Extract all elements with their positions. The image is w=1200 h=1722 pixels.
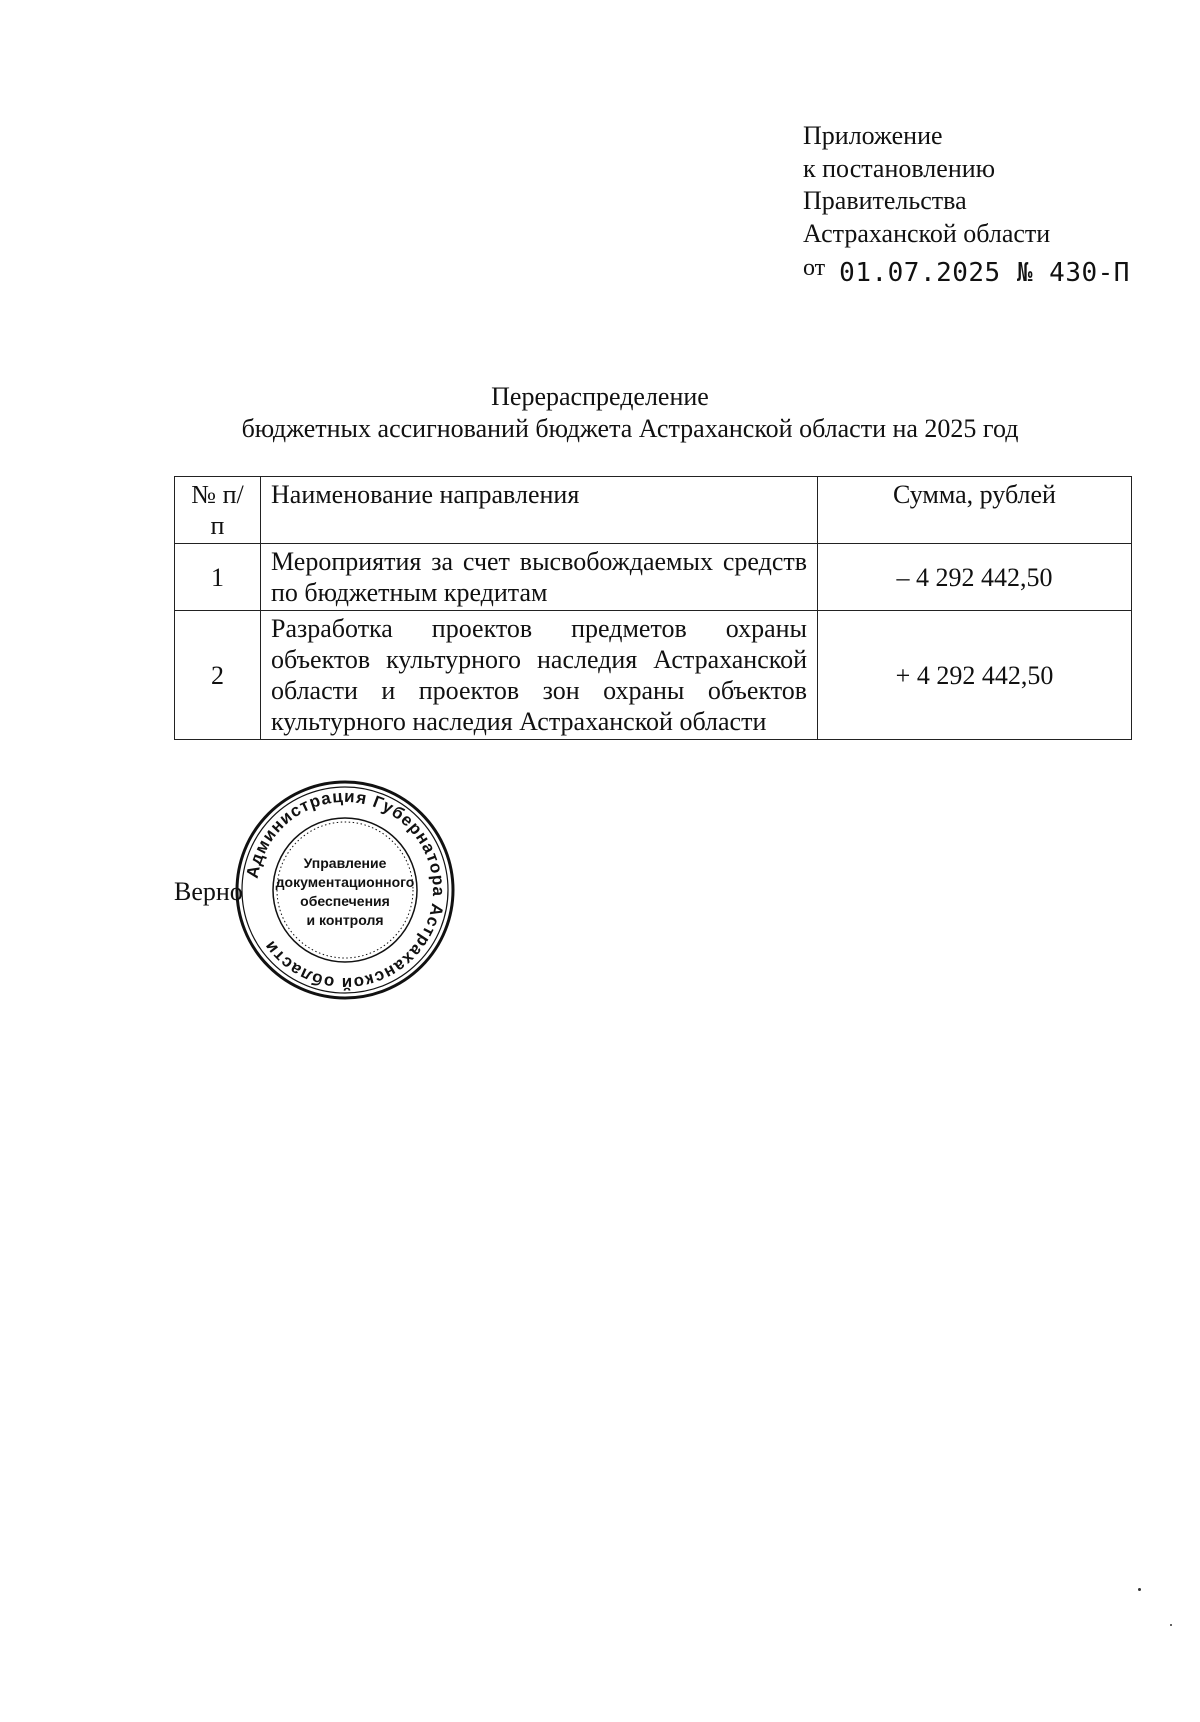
scan-speck [1138,1588,1141,1591]
seal-center-line: и контроля [306,912,384,928]
table-header-row [175,477,1132,544]
header-name: Наименование направления [261,477,818,544]
header-num: № п/п [175,477,261,544]
date-number: 01.07.2025 № 430-П [839,258,1130,288]
title-line-1: Перераспределение [491,382,709,411]
document-title [0,381,1200,445]
scan-speck [1170,1624,1172,1626]
seal-ring-text: Администрация Губернатора Астраханской области [242,786,449,994]
appendix-block [803,120,1130,290]
appendix-line: к постановлению [803,153,996,183]
official-seal [233,778,457,1002]
seal-outer-ring [237,782,453,998]
row-name: Разработка проектов предметов охраны объектов культурного наследия Астраханской области и проектов зон охраны объектов культурного наследия Астраханской области [261,611,818,740]
seal-center-line: обеспечения [300,893,390,909]
appendix-line: Правительства [803,186,967,215]
table-row [175,611,1132,740]
row-num: 2 [175,611,261,740]
verno-label: Верно [174,877,243,906]
header-sum: Сумма, рублей [818,477,1132,544]
appendix-line: Астраханской области [803,218,1051,248]
row-sum: + 4 292 442,50 [818,611,1132,740]
row-sum: – 4 292 442,50 [818,544,1132,611]
seal-inner-dots [277,822,413,958]
budget-table [174,476,1132,740]
seal-inner-ring [273,818,417,962]
appendix-line: Приложение [803,121,943,150]
appendix-date-line [803,252,1130,290]
row-name: Мероприятия за счет высвобождаемых средств по бюджетным кредитам [261,544,818,611]
table-row [175,544,1132,611]
row-num: 1 [175,544,261,611]
seal-center-line: документационного [275,874,415,890]
title-line-2: бюджетных ассигнований бюджета Астраханской области на 2025 год [241,414,1019,443]
date-prefix: от [803,255,826,281]
seal-center-line: Управление [303,855,387,871]
